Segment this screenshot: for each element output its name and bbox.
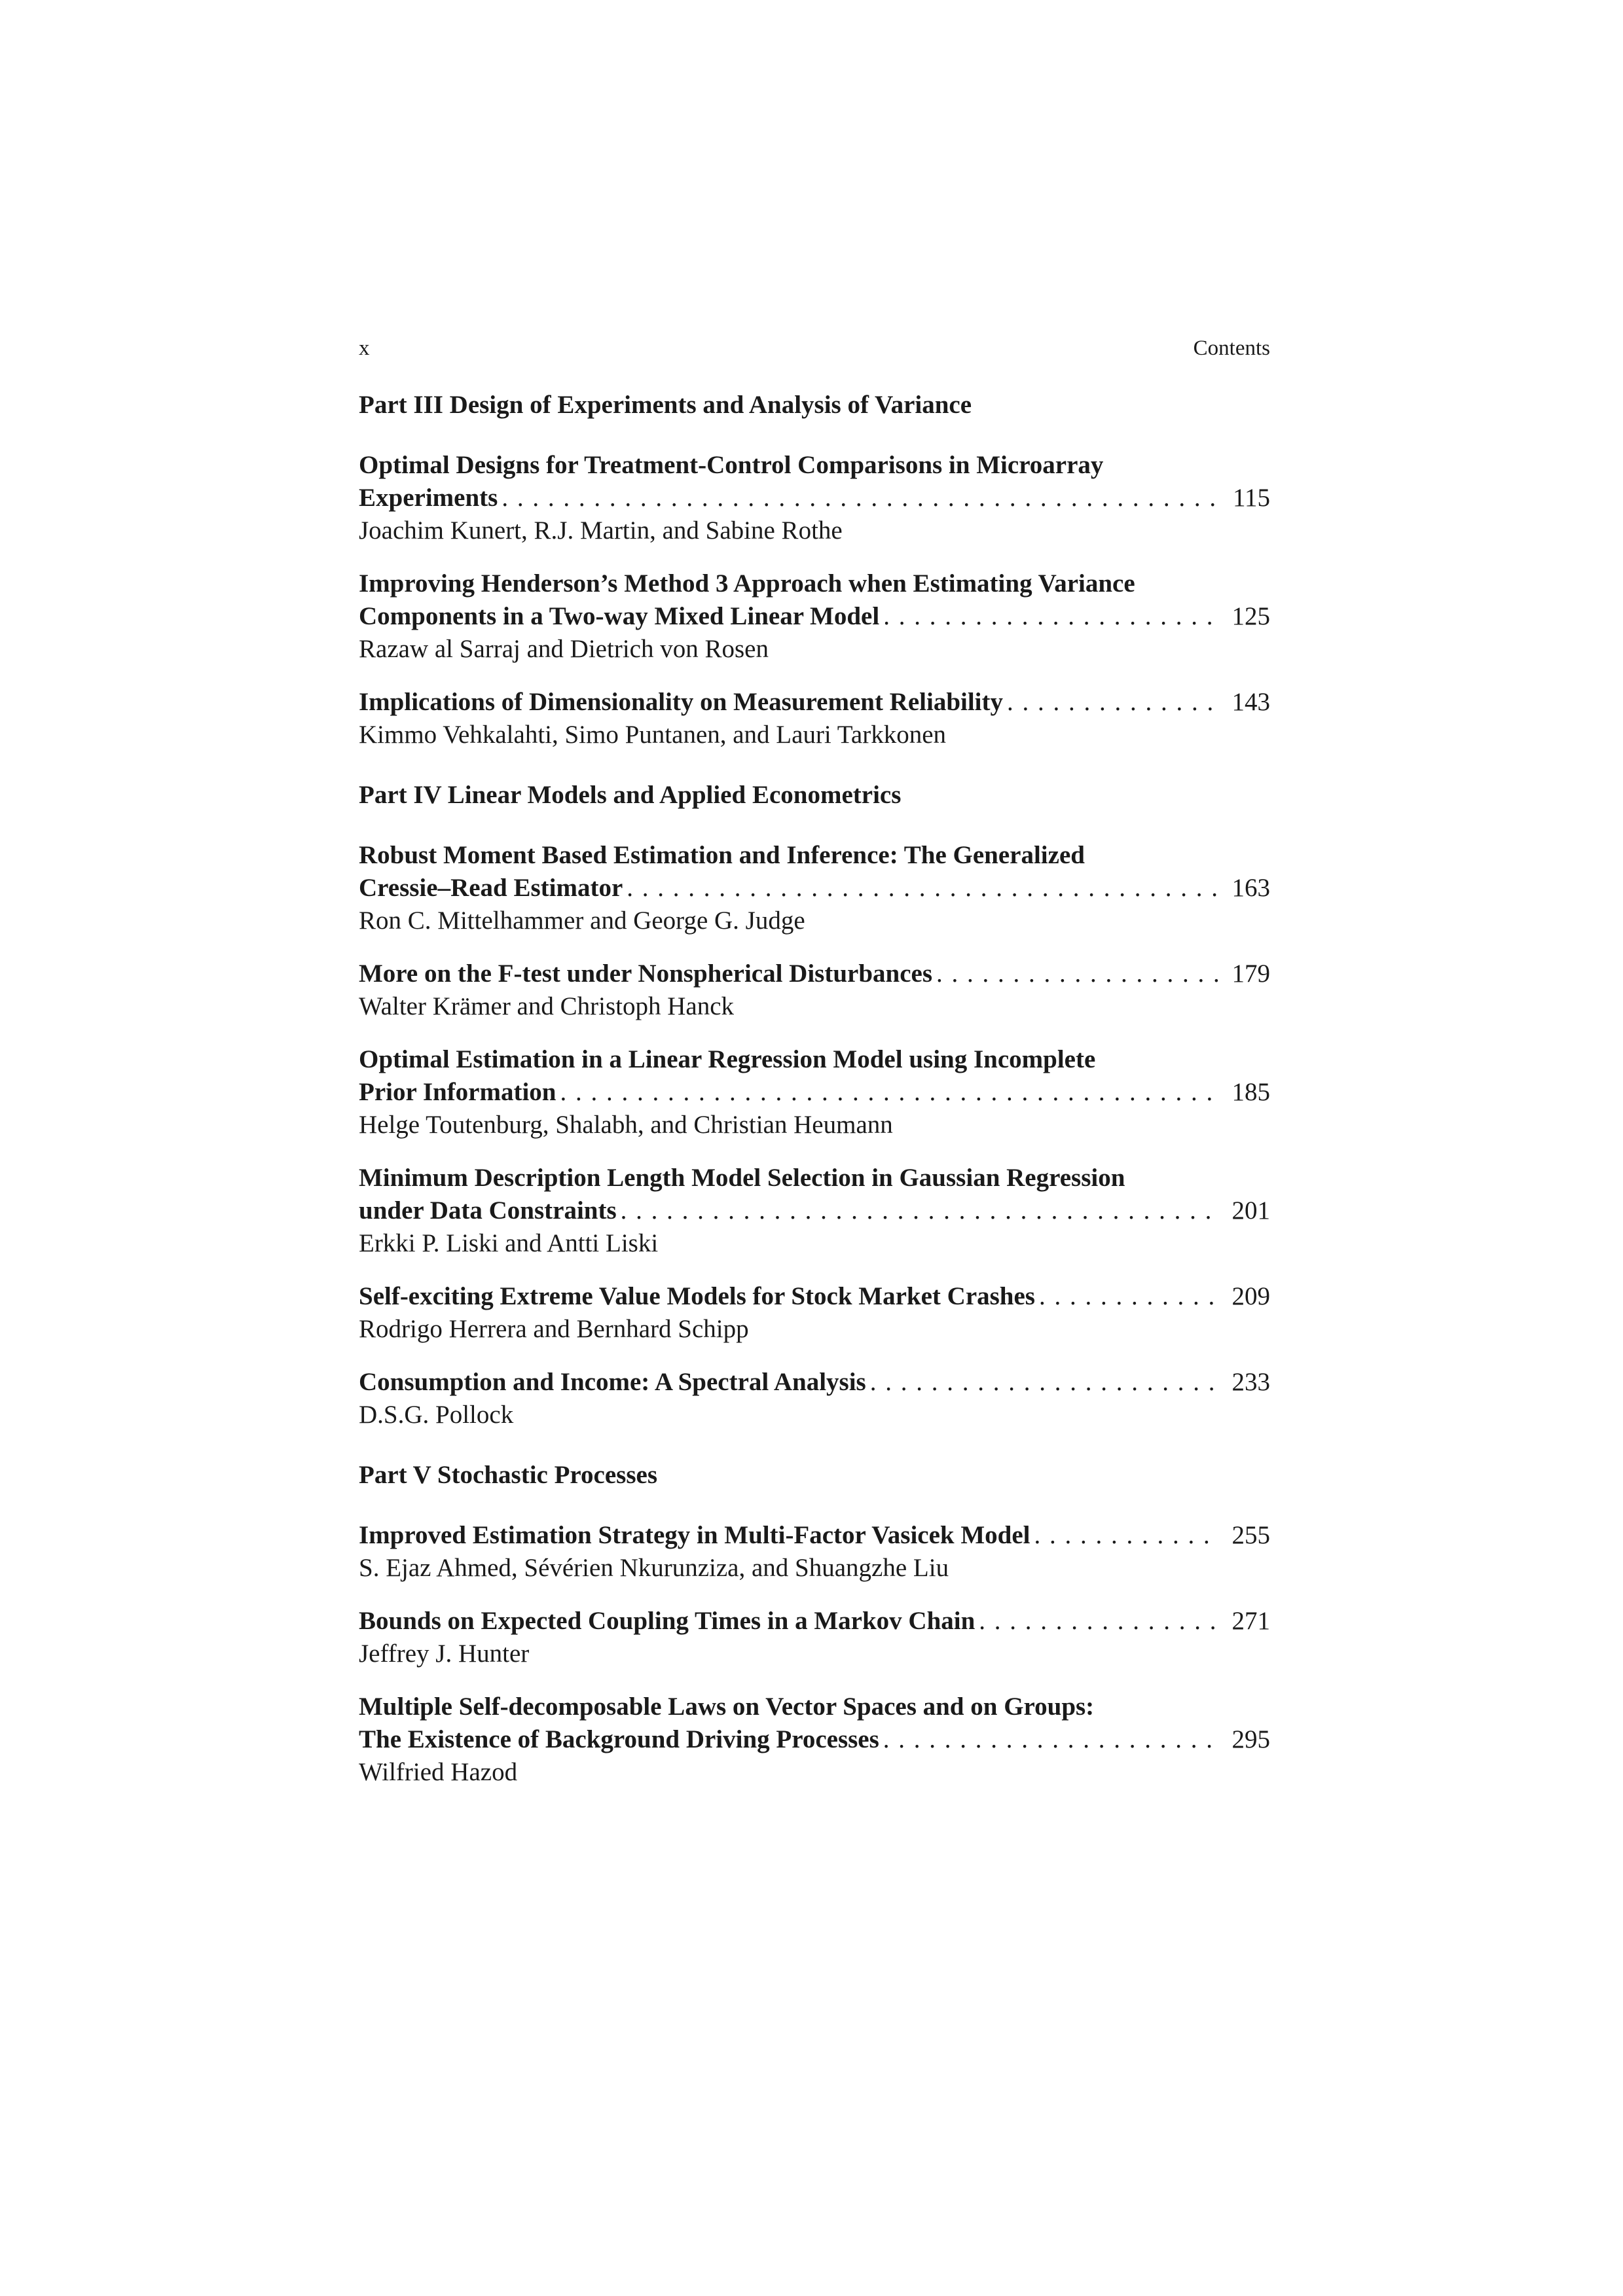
entry-title-line: Optimal Designs for Treatment-Control Comparisons in Microarray xyxy=(359,451,1104,479)
entry-title-line: Minimum Description Length Model Selection in Gaussian Regression xyxy=(359,1164,1125,1192)
toc-entry[interactable] xyxy=(359,1366,1270,1431)
part-heading: Part IV Linear Models and Applied Econometrics xyxy=(359,781,902,809)
part-heading: Part V Stochastic Processes xyxy=(359,1461,658,1489)
entry-title-line: Optimal Estimation in a Linear Regression Model using Incomplete xyxy=(359,1045,1096,1073)
entry-authors: Erkki P. Liski and Antti Liski xyxy=(359,1229,659,1257)
dot-leader xyxy=(617,1194,1220,1227)
entry-title: Improved Estimation Strategy in Multi-Factor Vasicek Model xyxy=(359,1521,1030,1549)
toc-entry[interactable] xyxy=(359,1043,1270,1141)
entry-title-line: Robust Moment Based Estimation and Inference: The Generalized xyxy=(359,841,1085,869)
entry-page-number[interactable]: 233 xyxy=(1231,1368,1270,1396)
entry-title: Components in a Two-way Mixed Linear Model xyxy=(359,602,880,630)
dot-leader xyxy=(1035,1280,1220,1313)
dot-leader xyxy=(975,1605,1220,1638)
entry-title-last-line xyxy=(359,482,1270,514)
entry-page-number[interactable]: 125 xyxy=(1231,602,1270,630)
dot-leader xyxy=(879,600,1220,633)
entry-title-line: Multiple Self-decomposable Laws on Vector Spaces and on Groups: xyxy=(359,1693,1095,1721)
entry-title: under Data Constraints xyxy=(359,1196,617,1225)
entry-authors: Joachim Kunert, R.J. Martin, and Sabine Rothe xyxy=(359,516,843,545)
entry-authors: Wilfried Hazod xyxy=(359,1758,518,1786)
entry-title: Implications of Dimensionality on Measurement Reliability xyxy=(359,688,1004,716)
toc-entry[interactable] xyxy=(359,1519,1270,1585)
entry-page-number[interactable]: 143 xyxy=(1231,688,1270,716)
dot-leader xyxy=(623,872,1220,905)
dot-leader xyxy=(932,958,1220,990)
entry-authors: Walter Krämer and Christoph Hanck xyxy=(359,992,735,1020)
dot-leader xyxy=(1003,686,1220,719)
entry-authors: Razaw al Sarraj and Dietrich von Rosen xyxy=(359,635,769,663)
dot-leader xyxy=(879,1723,1220,1756)
entry-title: Consumption and Income: A Spectral Analysis xyxy=(359,1368,866,1396)
entry-page-number[interactable]: 115 xyxy=(1232,484,1270,512)
dot-leader xyxy=(498,482,1220,514)
entry-authors: Jeffrey J. Hunter xyxy=(359,1640,530,1668)
entry-title-last-line xyxy=(359,1723,1270,1756)
entry-title: Self-exciting Extreme Value Models for Stock Market Crashes xyxy=(359,1282,1035,1310)
entry-page-number[interactable]: 201 xyxy=(1231,1196,1270,1225)
entry-title-line: Improving Henderson’s Method 3 Approach when Estimating Variance xyxy=(359,569,1135,598)
entry-title-last-line xyxy=(359,1280,1270,1313)
entry-page-number[interactable]: 209 xyxy=(1231,1282,1270,1310)
running-head-title: Contents xyxy=(1193,336,1270,360)
entry-title: Bounds on Expected Coupling Times in a Markov Chain xyxy=(359,1607,976,1635)
toc-entry[interactable] xyxy=(359,1605,1270,1670)
entry-authors: Rodrigo Herrera and Bernhard Schipp xyxy=(359,1315,749,1343)
entry-title-last-line xyxy=(359,958,1270,990)
entry-title: The Existence of Background Driving Processes xyxy=(359,1725,879,1753)
entry-title-last-line xyxy=(359,600,1270,633)
entry-title-last-line xyxy=(359,872,1270,905)
entry-title-last-line xyxy=(359,1519,1270,1552)
entry-title: Experiments xyxy=(359,484,498,512)
entry-authors: Helge Toutenburg, Shalabh, and Christian Heumann xyxy=(359,1111,893,1139)
entry-title-last-line xyxy=(359,1605,1270,1638)
toc-entry[interactable] xyxy=(359,1280,1270,1346)
toc-entry[interactable] xyxy=(359,567,1270,666)
entry-title-last-line xyxy=(359,1366,1270,1399)
entry-authors: Kimmo Vehkalahti, Simo Puntanen, and Lauri Tarkkonen xyxy=(359,721,947,749)
entry-title-last-line xyxy=(359,686,1270,719)
entry-page-number[interactable]: 179 xyxy=(1231,960,1270,988)
entry-page-number[interactable]: 295 xyxy=(1231,1725,1270,1753)
entry-title-last-line xyxy=(359,1076,1270,1109)
dot-leader xyxy=(556,1076,1221,1109)
entry-page-number[interactable]: 255 xyxy=(1231,1521,1270,1549)
entry-authors: S. Ejaz Ahmed, Sévérien Nkurunziza, and Shuangzhe Liu xyxy=(359,1554,949,1582)
page-number: x xyxy=(359,336,370,360)
toc-entry[interactable] xyxy=(359,686,1270,751)
entry-title: Cressie–Read Estimator xyxy=(359,874,623,902)
entry-title: Prior Information xyxy=(359,1078,556,1106)
part-heading: Part III Design of Experiments and Analysis of Variance xyxy=(359,391,972,419)
toc-entry[interactable] xyxy=(359,449,1270,547)
running-head xyxy=(359,335,1270,361)
toc-entry[interactable] xyxy=(359,1691,1270,1789)
dot-leader xyxy=(866,1366,1220,1399)
entry-authors: Ron C. Mittelhammer and George G. Judge xyxy=(359,906,805,935)
entry-title-last-line xyxy=(359,1194,1270,1227)
table-of-contents xyxy=(359,389,1270,1809)
entry-page-number[interactable]: 271 xyxy=(1231,1607,1270,1635)
toc-entry[interactable] xyxy=(359,958,1270,1023)
dot-leader xyxy=(1030,1519,1220,1552)
entry-title: More on the F-test under Nonspherical Disturbances xyxy=(359,960,933,988)
entry-page-number[interactable]: 185 xyxy=(1231,1078,1270,1106)
toc-entry[interactable] xyxy=(359,839,1270,937)
toc-entry[interactable] xyxy=(359,1162,1270,1260)
entry-page-number[interactable]: 163 xyxy=(1231,874,1270,902)
entry-authors: D.S.G. Pollock xyxy=(359,1401,514,1429)
